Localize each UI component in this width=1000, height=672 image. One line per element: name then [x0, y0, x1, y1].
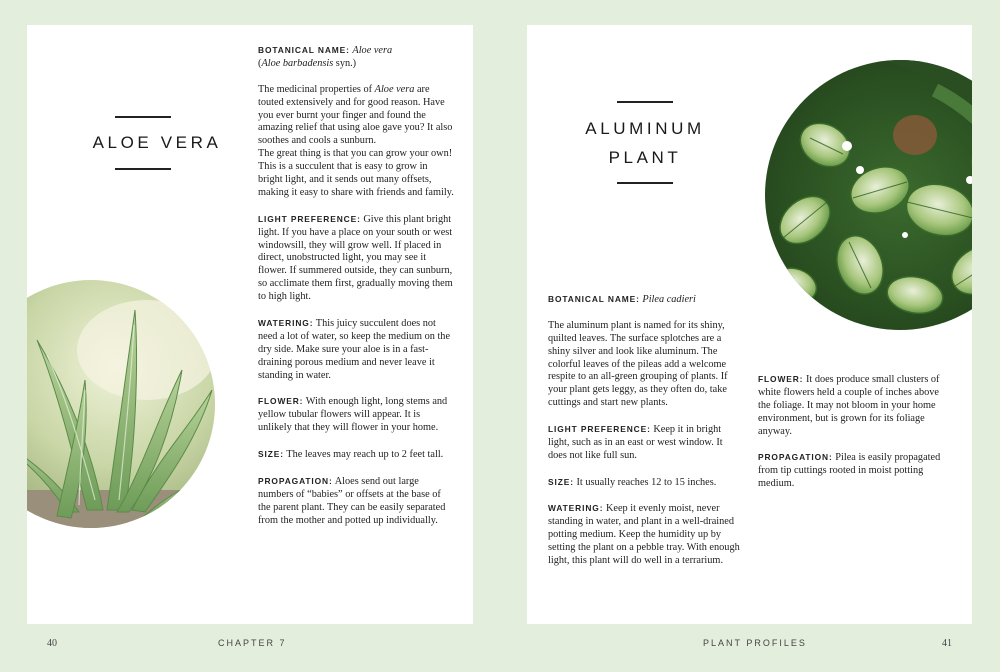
section-text: This juicy succulent does not need a lot of water, so keep the medium on the dry side. Make sure your aloe is in a fast-draining porous medium and never leave it standing in water.: [258, 317, 451, 381]
section-label: PROPAGATION:: [758, 452, 833, 463]
page-title-line2: PLANT: [608, 148, 682, 167]
section-size: [548, 476, 744, 490]
section-flower: [758, 373, 954, 439]
title-rule-top: [115, 116, 171, 118]
page-title: ALOE VERA: [92, 133, 222, 152]
section-label: SIZE:: [258, 449, 284, 460]
section-text: It does produce small clusters of white flowers held a couple of inches above the foliage. It may not bloom in your home environment, but is grown for its foliage anyway.: [758, 374, 940, 437]
right-text-column-2: [758, 373, 954, 504]
section-label: LIGHT PREFERENCE:: [548, 424, 651, 435]
intro-text: The medicinal properties of: [258, 83, 375, 95]
section-text: Keep it evenly moist, never standing in water, and plant in a well-drained potting medium. Keep the humidity up by setting the plant on a pebble tray. With enough light, this plant will do well in a terrarium.: [548, 503, 740, 567]
title-rule-bottom: [617, 182, 673, 184]
botanical-name: [258, 44, 454, 71]
right-page: [527, 25, 972, 624]
section-text: The leaves may reach up to 2 feet tall.: [283, 449, 444, 461]
intro-italic: Aloe vera: [374, 83, 415, 95]
section-text: Give this plant bright light. If you have a place on your south or west windowsill, they will grow well. If placed in direct, unobstructed light, you may see it flower. If summered outside, they can sunburn, so acclimate them first, gradually moving them to high light.: [258, 213, 453, 303]
section-flower: [258, 395, 454, 435]
section-light: [548, 423, 744, 463]
intro-paragraph: [258, 84, 454, 200]
section-label: FLOWER:: [258, 396, 304, 407]
section-propagation: [258, 475, 454, 528]
page-title-line1: ALUMINUM: [585, 119, 705, 138]
page-number-right: 41: [942, 638, 952, 649]
botanical-name-value: Pilea cadieri: [642, 294, 696, 305]
title-rule-bottom: [115, 168, 171, 170]
section-text: It usually reaches 12 to 15 inches.: [573, 476, 717, 488]
intro-text-rest: are touted extensively and for good reason. Have you ever burnt your finger and found the amazing relief that using aloe gave you? It also soothes and cools a sunburn.: [258, 83, 453, 147]
section-label: LIGHT PREFERENCE:: [258, 213, 361, 224]
section-size: [258, 448, 454, 462]
botanical-name-value: Aloe vera: [352, 45, 393, 56]
running-head-right: PLANT PROFILES: [703, 638, 807, 648]
section-label: FLOWER:: [758, 374, 804, 384]
syn-prefix: (: [258, 57, 262, 69]
synonym-name: Aloe barbadensis: [261, 57, 334, 69]
left-page: [27, 25, 473, 624]
running-head-left: CHAPTER 7: [218, 638, 287, 648]
section-label: PROPAGATION:: [258, 475, 333, 486]
aluminum-plant-photo: [765, 60, 972, 330]
section-text: Aloes send out large numbers of “babies” or offsets at the base of the parent plant. They can be easily separated from the mother and potted up individually.: [258, 475, 446, 526]
page-number-left: 40: [47, 638, 57, 649]
aloe-vera-photo: [27, 280, 215, 528]
title-rule-top: [617, 101, 673, 103]
botanical-name-label: BOTANICAL NAME:: [258, 45, 350, 55]
syn-suffix: syn.): [333, 57, 357, 69]
left-text-column: [258, 44, 454, 540]
section-propagation: [758, 451, 954, 491]
intro-paragraph: The aluminum plant is named for its shiny, quilted leaves. The surface splotches are a shiny silver and look like aluminum. The colorful leaves of the pileas add a welcome respite to an all-green grouping of plants. If your plant gets leggy, as they often do, take cuttings and start new plants.: [548, 319, 728, 409]
section-watering: [258, 317, 454, 383]
section-label: WATERING:: [548, 503, 604, 514]
botanical-name: [548, 293, 744, 307]
botanical-name-label: BOTANICAL NAME:: [548, 294, 640, 304]
section-text: Keep it in bright light, such as in an east or west window. It does not like full sun.: [548, 424, 723, 461]
section-text: Pilea is easily propagated from tip cuttings rooted in moist potting medium.: [758, 452, 941, 490]
section-label: WATERING:: [258, 317, 314, 328]
right-text-column-1: [548, 293, 744, 581]
section-light: [258, 213, 454, 304]
section-text: With enough light, long stems and yellow tubular flowers will appear. It is unlikely that they will flower in your home.: [258, 396, 448, 434]
section-watering: [548, 502, 744, 568]
intro-text-second: The great thing is that you can grow your own! This is a succulent that is easy to grow in bright light, and it sends out many offsets, making it easy to share with friends and family.: [258, 148, 454, 198]
section-label: SIZE:: [548, 476, 574, 487]
